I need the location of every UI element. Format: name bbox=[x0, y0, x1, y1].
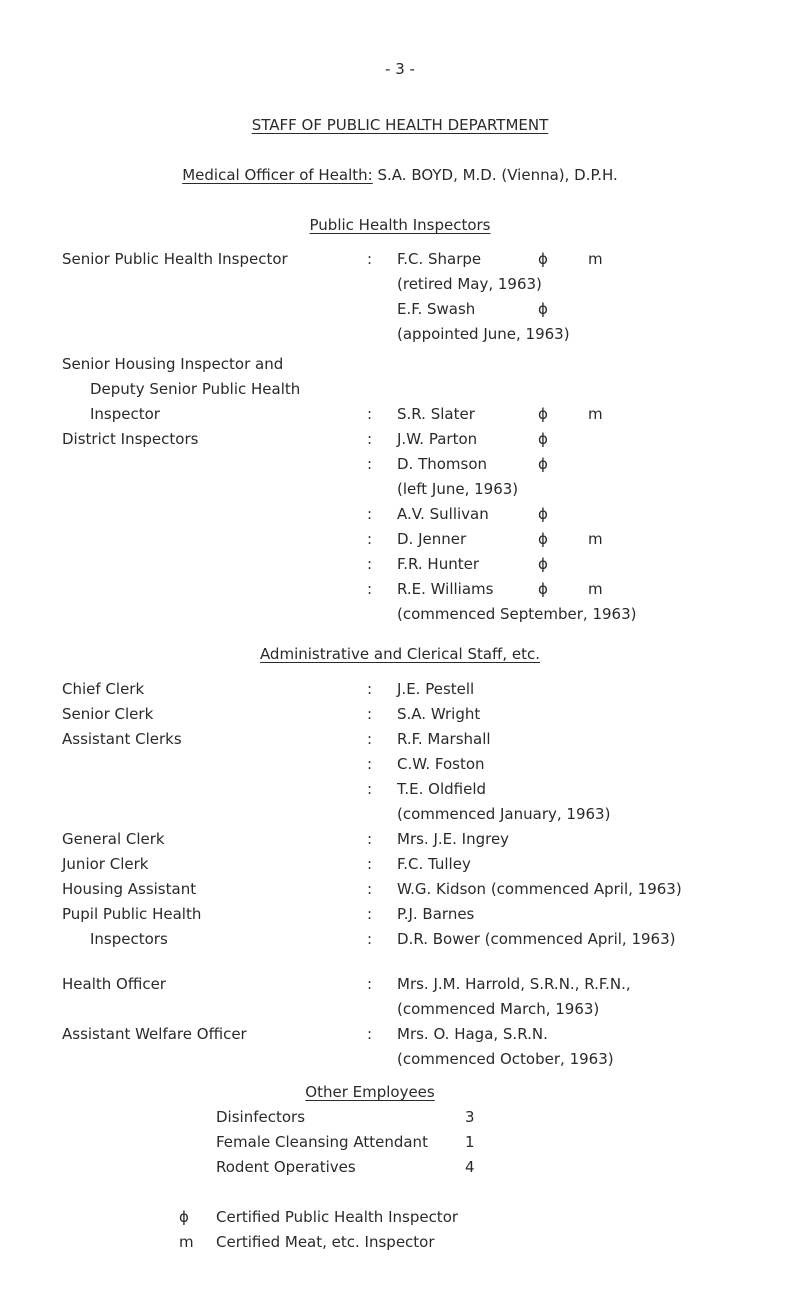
colon: : bbox=[367, 250, 373, 268]
phi-mark: ϕ bbox=[538, 455, 548, 473]
staff-oldfield: T.E. Oldfield bbox=[397, 780, 487, 798]
phi-mark: ϕ bbox=[538, 430, 548, 448]
staff-williams: R.E. Williams bbox=[397, 580, 494, 598]
staff-swash: E.F. Swash bbox=[397, 300, 476, 318]
page-number: - 3 - bbox=[385, 60, 415, 78]
staff-hunter: F.R. Hunter bbox=[397, 555, 479, 573]
staff-kidson: W.G. Kidson (commenced April, 1963) bbox=[397, 880, 682, 898]
staff-barnes: P.J. Barnes bbox=[397, 905, 475, 923]
colon: : bbox=[367, 505, 373, 523]
staff-parton: J.W. Parton bbox=[397, 430, 478, 448]
colon: : bbox=[367, 880, 373, 898]
note-oldfield: (commenced January, 1963) bbox=[397, 805, 611, 823]
colon: : bbox=[367, 455, 373, 473]
disinfectors-count: 3 bbox=[465, 1108, 475, 1126]
colon: : bbox=[367, 755, 373, 773]
colon: : bbox=[367, 680, 373, 698]
colon: : bbox=[367, 730, 373, 748]
phi-mark: ϕ bbox=[538, 530, 548, 548]
note-harrold: (commenced March, 1963) bbox=[397, 1000, 600, 1018]
health-officer-label: Health Officer bbox=[62, 975, 166, 993]
staff-sharpe: F.C. Sharpe bbox=[397, 250, 482, 268]
pupil-inspectors-label-2: Inspectors bbox=[90, 930, 168, 948]
colon: : bbox=[367, 430, 373, 448]
colon: : bbox=[367, 1025, 373, 1043]
staff-ingrey: Mrs. J.E. Ingrey bbox=[397, 830, 510, 848]
footnote-phi-text: Certified Public Health Inspector bbox=[216, 1208, 459, 1226]
other-heading: Other Employees bbox=[305, 1083, 435, 1101]
staff-pestell: J.E. Pestell bbox=[397, 680, 475, 698]
colon: : bbox=[367, 975, 373, 993]
rodent-operatives-label: Rodent Operatives bbox=[216, 1158, 356, 1176]
colon: : bbox=[367, 930, 373, 948]
senior-phi-label: Senior Public Health Inspector bbox=[62, 250, 288, 268]
page-title: STAFF OF PUBLIC HEALTH DEPARTMENT bbox=[251, 116, 549, 134]
moh-value: S.A. BOYD, M.D. (Vienna), D.P.H. bbox=[377, 166, 618, 184]
staff-tulley: F.C. Tulley bbox=[397, 855, 471, 873]
note-thomson: (left June, 1963) bbox=[397, 480, 519, 498]
colon: : bbox=[367, 855, 373, 873]
meat-mark: m bbox=[588, 580, 603, 598]
note-haga: (commenced October, 1963) bbox=[397, 1050, 614, 1068]
chief-clerk-label: Chief Clerk bbox=[62, 680, 145, 698]
staff-harrold: Mrs. J.M. Harrold, S.R.N., R.F.N., bbox=[397, 975, 631, 993]
staff-bower: D.R. Bower (commenced April, 1963) bbox=[397, 930, 676, 948]
colon: : bbox=[367, 830, 373, 848]
housing-inspector-label-1: Senior Housing Inspector and bbox=[62, 355, 284, 373]
phi-mark: ϕ bbox=[538, 250, 548, 268]
staff-sullivan: A.V. Sullivan bbox=[397, 505, 489, 523]
cleansing-attendant-label: Female Cleansing Attendant bbox=[216, 1133, 428, 1151]
phi-mark: ϕ bbox=[538, 580, 548, 598]
cleansing-attendant-count: 1 bbox=[465, 1133, 475, 1151]
phi-mark: ϕ bbox=[538, 300, 548, 318]
general-clerk-label: General Clerk bbox=[62, 830, 165, 848]
admin-heading: Administrative and Clerical Staff, etc. bbox=[259, 645, 541, 663]
footnote-meat-text: Certified Meat, etc. Inspector bbox=[216, 1233, 435, 1251]
staff-jenner: D. Jenner bbox=[397, 530, 467, 548]
junior-clerk-label: Junior Clerk bbox=[62, 855, 149, 873]
note-swash: (appointed June, 1963) bbox=[397, 325, 570, 343]
colon: : bbox=[367, 405, 373, 423]
disinfectors-label: Disinfectors bbox=[216, 1108, 306, 1126]
colon: : bbox=[367, 780, 373, 798]
colon: : bbox=[367, 705, 373, 723]
colon: : bbox=[367, 530, 373, 548]
meat-mark: m bbox=[588, 250, 603, 268]
district-inspectors-label: District Inspectors bbox=[62, 430, 199, 448]
note-williams: (commenced September, 1963) bbox=[397, 605, 637, 623]
welfare-officer-label: Assistant Welfare Officer bbox=[62, 1025, 247, 1043]
housing-inspector-label-2: Deputy Senior Public Health bbox=[90, 380, 301, 398]
staff-wright: S.A. Wright bbox=[397, 705, 481, 723]
colon: : bbox=[367, 580, 373, 598]
meat-mark: m bbox=[588, 530, 603, 548]
footnote-phi-symbol: ϕ bbox=[179, 1208, 189, 1226]
senior-clerk-label: Senior Clerk bbox=[62, 705, 154, 723]
medical-officer-line bbox=[0, 166, 800, 184]
note-sharpe: (retired May, 1963) bbox=[397, 275, 542, 293]
meat-mark: m bbox=[588, 405, 603, 423]
colon: : bbox=[367, 555, 373, 573]
pupil-inspectors-label-1: Pupil Public Health bbox=[62, 905, 202, 923]
phi-mark: ϕ bbox=[538, 505, 548, 523]
phi-mark: ϕ bbox=[538, 555, 548, 573]
colon: : bbox=[367, 905, 373, 923]
staff-foston: C.W. Foston bbox=[397, 755, 485, 773]
staff-marshall: R.F. Marshall bbox=[397, 730, 491, 748]
phi-heading: Public Health Inspectors bbox=[309, 216, 491, 234]
phi-mark: ϕ bbox=[538, 405, 548, 423]
staff-thomson: D. Thomson bbox=[397, 455, 488, 473]
housing-assistant-label: Housing Assistant bbox=[62, 880, 197, 898]
housing-inspector-label-3: Inspector bbox=[90, 405, 160, 423]
staff-slater: S.R. Slater bbox=[397, 405, 475, 423]
rodent-operatives-count: 4 bbox=[465, 1158, 475, 1176]
staff-haga: Mrs. O. Haga, S.R.N. bbox=[397, 1025, 548, 1043]
assistant-clerks-label: Assistant Clerks bbox=[62, 730, 182, 748]
footnote-meat-symbol: m bbox=[179, 1233, 194, 1251]
moh-label: Medical Officer of Health: bbox=[182, 166, 373, 184]
